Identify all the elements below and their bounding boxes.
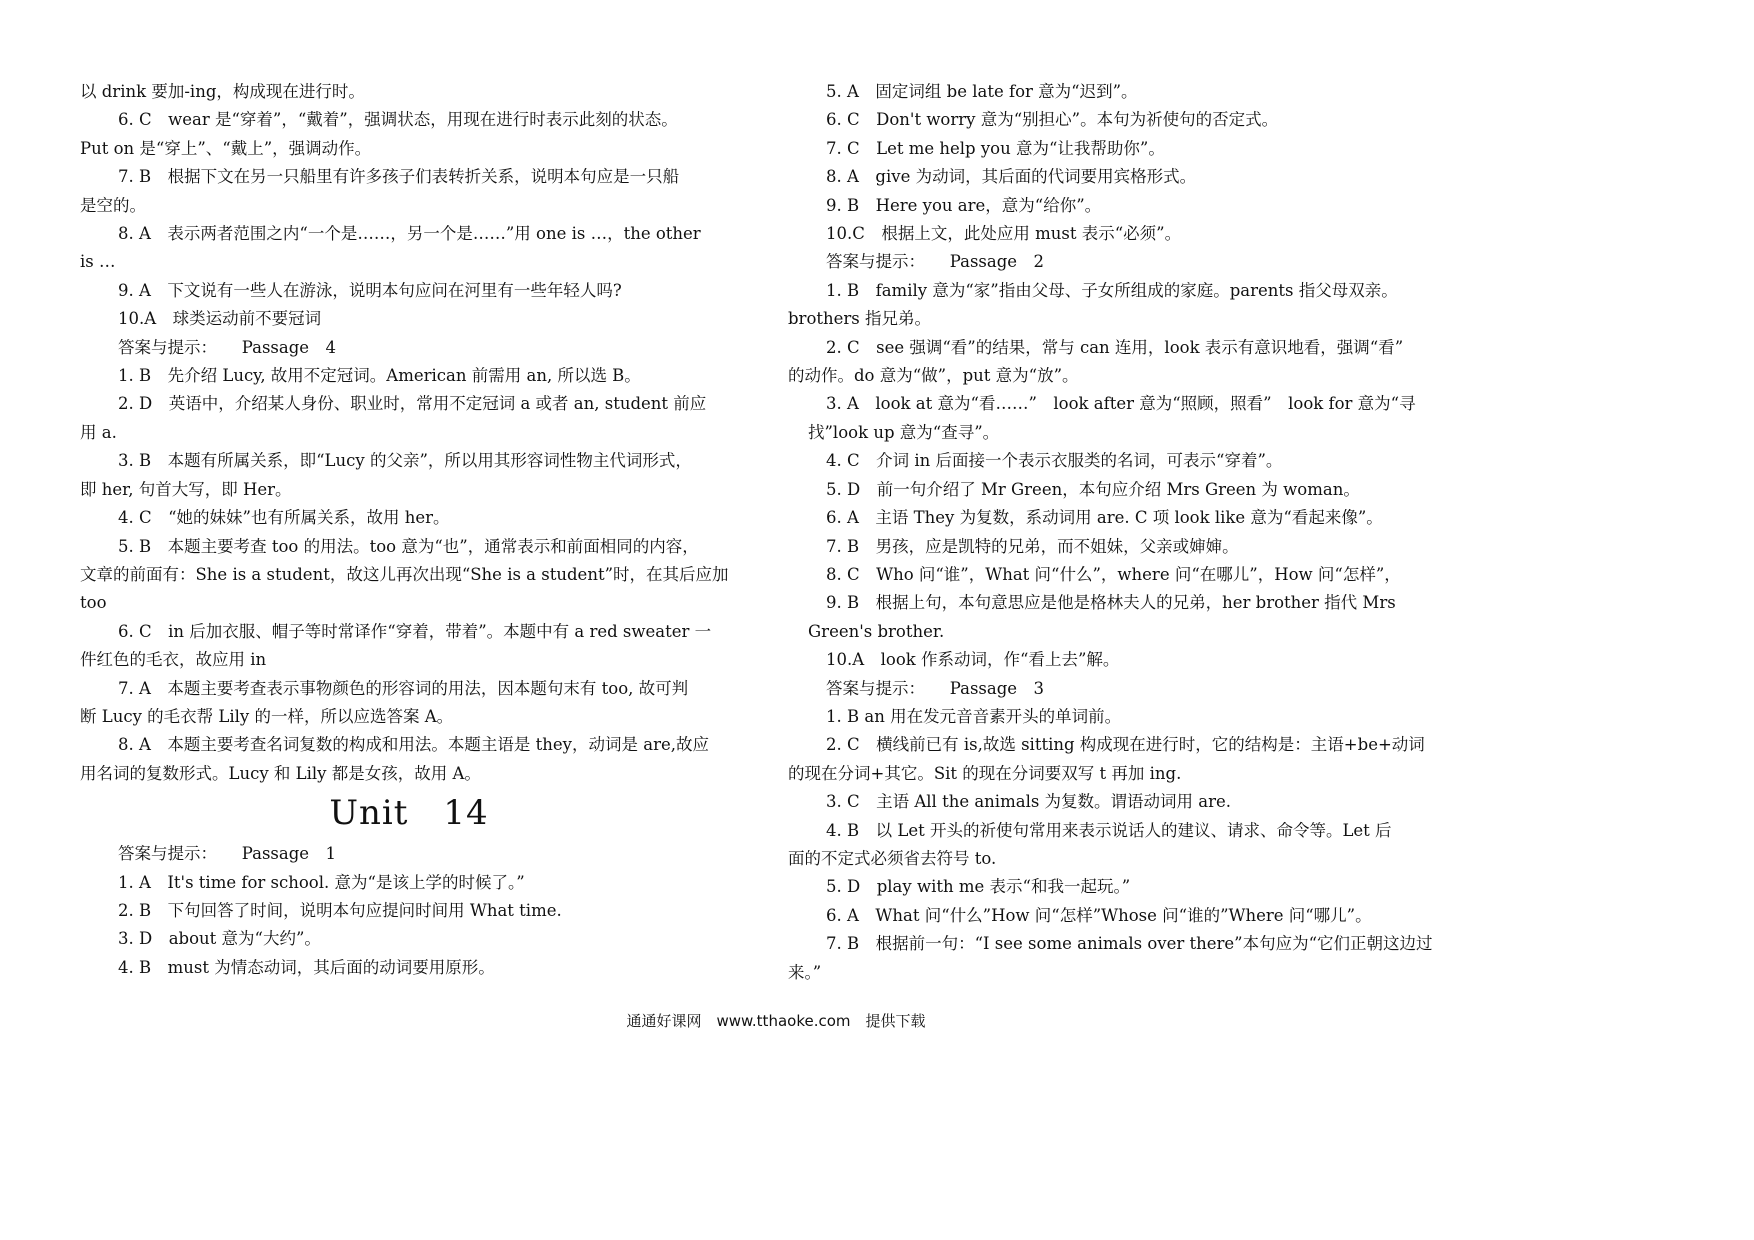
text-line: 答案与提示： Passage 2 [826,252,1045,272]
text-line: 5. D play with me 表示“和我一起玩。” [826,877,1131,897]
text-line: 9. B 根据上句，本句意思应是他是格林夫人的兄弟，her brother 指代 Mrs [826,593,1396,613]
text-line: 7. B 男孩，应是凯特的兄弟，而不姐妹，父亲或婶婶。 [826,536,1239,556]
text-line: 5. D 前一句介绍了 Mr Green，本句应介绍 Mrs Green 为 woman。 [826,479,1360,499]
text-line: 6. A What 问“什么”How 问“怎样”Whose 问“谁的”Where 问“哪儿”。 [826,905,1372,925]
text-line: 找”look up 意为“查寻”。 [808,422,1000,442]
text-line: 1. B an 用在发元音音素开头的单词前。 [826,706,1122,726]
text-line: 8. A give 为动词，其后面的代词要用宾格形式。 [826,167,1197,187]
text-line: Green's brother. [808,621,945,641]
text-line: 3. C 主语 All the animals 为复数。谓语动词用 are. [826,792,1232,812]
text-line: 的动作。do 意为“做”，put 意为“放”。 [788,366,1079,386]
text-line: 2. C 横线前已有 is,故选 sitting 构成现在进行时，它的结构是：主语+be+动词 [826,735,1425,755]
right-column [788,78,1446,987]
text-line: 9. A 下文说有一些人在游泳，说明本句应问在河里有一些年轻人吗? [118,280,622,300]
text-line: 的现在分词+其它。Sit 的现在分词要双写 t 再加 ing. [788,763,1182,783]
unit-title: Unit 14 [329,793,489,834]
text-line: 6. C wear 是“穿着”，“戴着”，强调状态，用现在进行时表示此刻的状态。 [118,110,678,130]
text-line: 7. B 根据前一句：“I see some animals over there”本句应为“它们正朝这边过 [826,934,1433,954]
left-column [80,78,738,982]
text-line: 用 a. [80,422,117,442]
text-line: 4. C “她的妹妹”也有所属关系，故用 her。 [118,508,450,528]
left-after-unit-lines [80,840,738,982]
text-line: too [80,593,107,613]
text-line: 7. B 根据下文在另一只船里有许多孩子们表转折关系，说明本句应是一只船 [118,167,680,187]
text-line: 以 drink 要加-ing，构成现在进行时。 [80,82,365,101]
text-line: 是空的。 [80,195,146,215]
left-lines [80,78,738,788]
text-line: 2. B 下句回答了时间，说明本句应提问时间用 What time. [118,900,562,920]
text-line: 1. B family 意为“家”指由父母、子女所组成的家庭。parents 指父母双亲。 [826,280,1398,300]
text-line: 面的不定式必须省去符号 to. [788,848,997,868]
text-line: 件红色的毛衣，故应用 in [80,650,267,670]
text-line: 5. B 本题主要考查 too 的用法。too 意为“也”，通常表示和前面相同的内容， [118,536,699,556]
text-line: 10.C 根据上文，此处应用 must 表示“必须”。 [826,224,1182,244]
text-line: 1. B 先介绍 Lucy, 故用不定冠词。American 前需用 an, 所以选 B。 [118,366,641,386]
text-line: 10.A 球类运动前不要冠词 [118,309,322,329]
text-line: 3. B 本题有所属关系，即“Lucy 的父亲”，所以用其形容词性物主代词形式， [118,451,692,471]
footer-credit: 通通好课网 www.tthaoke.com 提供下载 [626,1012,926,1030]
text-line: brothers 指兄弟。 [788,309,932,329]
text-line: 4. C 介词 in 后面接一个表示衣服类的名词，可表示“穿着”。 [826,451,1283,471]
text-line: 4. B 以 Let 开头的祈使句常用来表示说话人的建议、请求、命令等。Let 后 [826,820,1392,840]
text-line: 文章的前面有：She is a student，故这儿再次出现“She is a student”时，在其后应加 [80,564,729,584]
text-line: 来。” [788,962,822,982]
text-line: 8. C Who 问“谁”，What 问“什么”，where 问“在哪儿”，How 问“怎样”， [826,564,1401,584]
text-line: 3. A look at 意为“看……” look after 意为“照顾，照看” look for 意为“寻 [826,394,1416,414]
text-line: 断 Lucy 的毛衣帮 Lily 的一样，所以应选答案 A。 [80,706,454,726]
text-line: 10.A look 作系动词，作“看上去”解。 [826,650,1120,670]
text-line: 答案与提示： Passage 1 [118,844,337,864]
text-line: 2. C see 强调“看”的结果，常与 can 连用，look 表示有意识地看，强调“看” [826,337,1404,357]
text-line: 答案与提示： Passage 3 [826,678,1045,698]
text-line: 3. D about 意为“大约”。 [118,929,321,949]
text-line: 7. C Let me help you 意为“让我帮助你”。 [826,138,1165,158]
text-line: 2. D 英语中，介绍某人身份、职业时，常用不定冠词 a 或者 an, student 前应 [118,394,707,414]
text-line: 8. A 表示两者范围之内“一个是……，另一个是……”用 one is …，the other [118,224,701,244]
text-line: 6. C Don't worry 意为“别担心”。本句为祈使句的否定式。 [826,110,1279,130]
text-line: 6. A 主语 They 为复数，系动词用 are. C 项 look like 意为“看起来像”。 [826,508,1383,528]
text-line: 1. A It's time for school. 意为“是该上学的时候了。” [118,872,525,892]
right-lines [788,78,1446,987]
text-line: 6. C in 后加衣服、帽子等时常译作“穿着，带着”。本题中有 a red sweater 一 [118,621,712,641]
text-line: 7. A 本题主要考查表示事物颜色的形容词的用法，因本题句末有 too, 故可判 [118,678,689,698]
text-line: 即 her, 句首大写，即 Her。 [80,479,292,499]
text-line: Put on 是“穿上”、“戴上”，强调动作。 [80,138,372,158]
text-line: 9. B Here you are，意为“给你”。 [826,195,1102,215]
text-line: 用名词的复数形式。Lucy 和 Lily 都是女孩，故用 A。 [80,763,481,783]
text-line: 答案与提示： Passage 4 [118,337,337,357]
text-line: is … [80,252,116,272]
text-line: 4. B must 为情态动词，其后面的动词要用原形。 [118,957,495,977]
text-line: 5. A 固定词组 be late for 意为“迟到”。 [826,82,1138,101]
text-line: 8. A 本题主要考查名词复数的构成和用法。本题主语是 they，动词是 are,故应 [118,735,709,755]
